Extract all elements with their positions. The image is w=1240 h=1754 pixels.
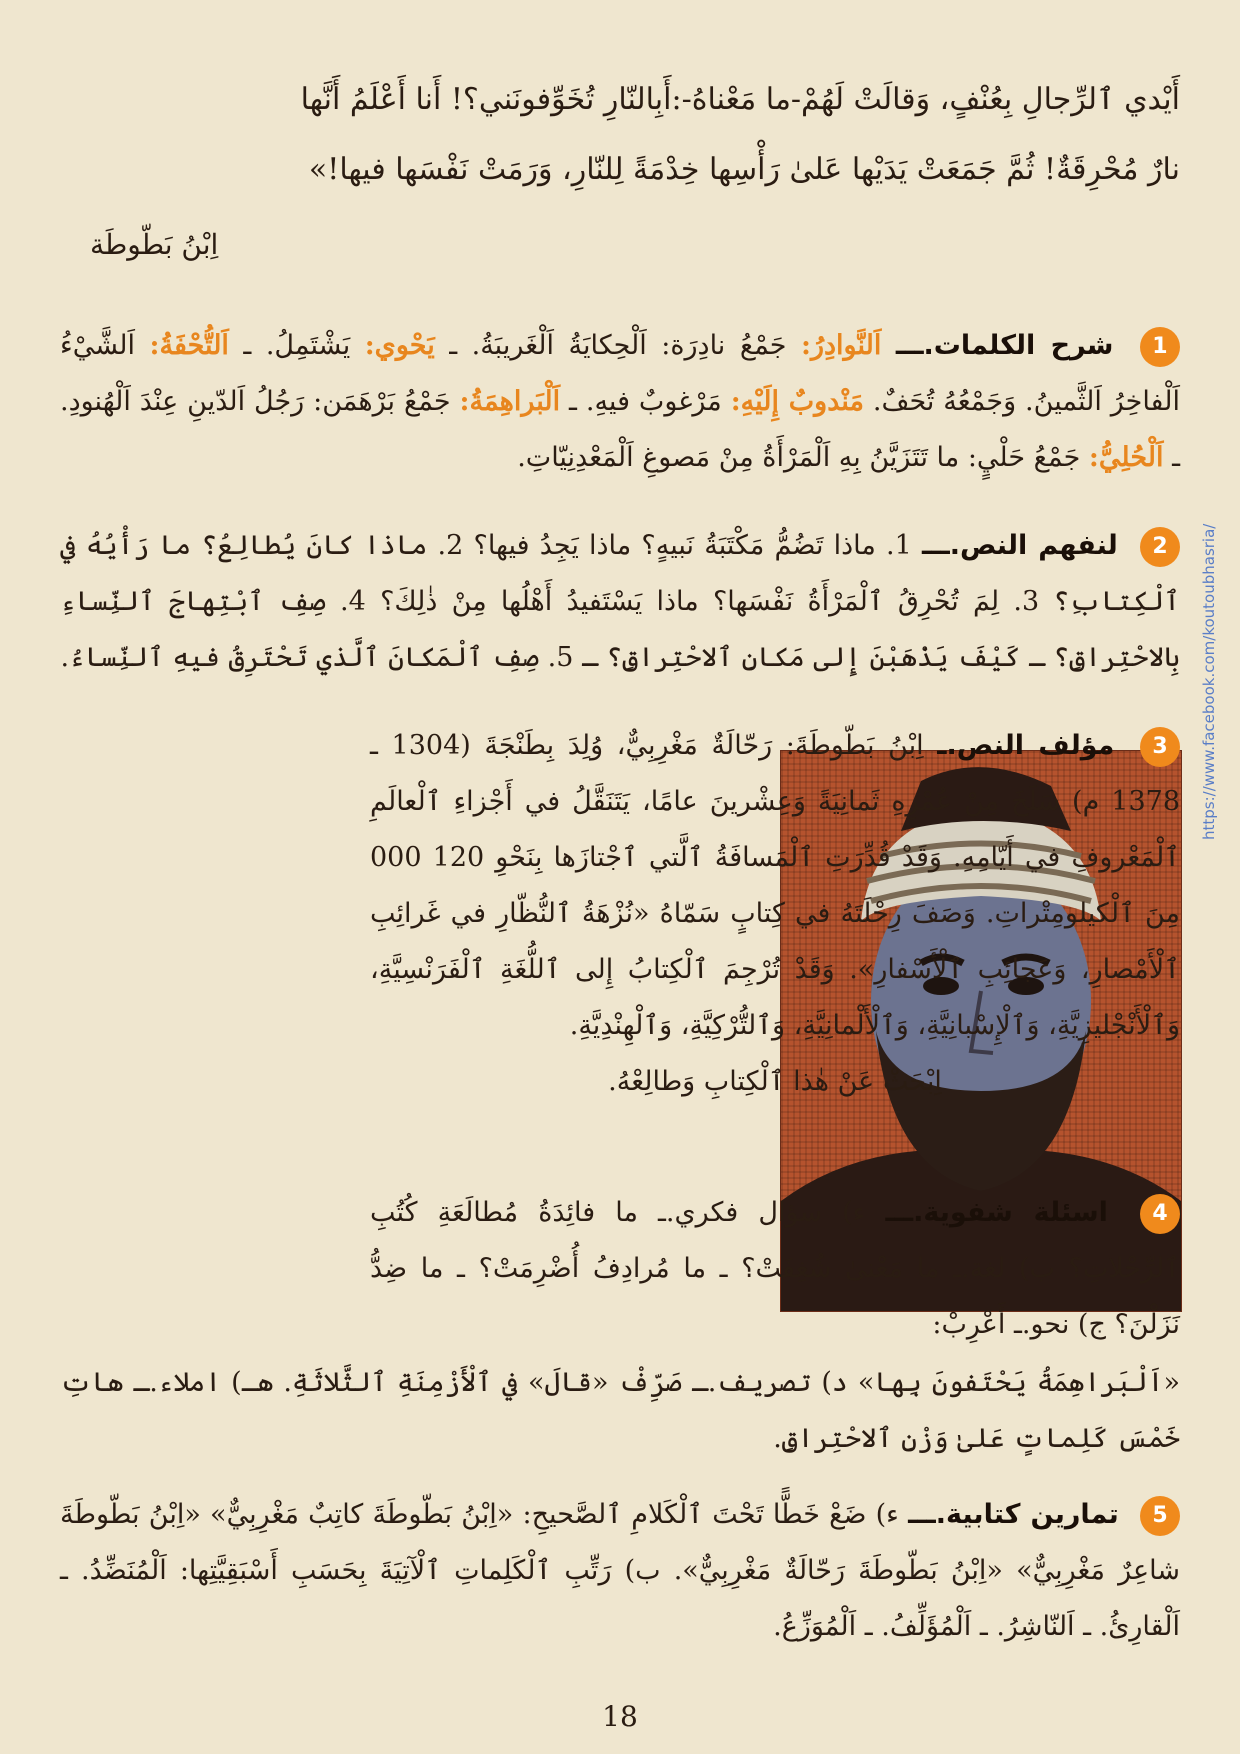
section-vocabulary	[60, 318, 1180, 486]
section-text: ء) سؤال فكري.ـ ما فائِدَةُ مُطالَعَةِ كُتُبِ ٱلرِّحْلاتِ؟ ب) لغة.ـ ما مَعْنىٰ شُغِفَتْ؟ ـ ما مُرادِفُ أُضْرِمَتْ؟ ـ ما ضِدُّ نَزَلْنَ؟ ج) نحو.ـ أَعْرِبْ:	[370, 1197, 1180, 1340]
definition: اَلشَّيْءُ اَلْفاخِرُ اَلثَّمينُ. وَجَمْعُهُ تُحَفٌ.	[60, 330, 1180, 417]
section-number-badge: 3	[1140, 727, 1180, 767]
section-heading: تمارين كتابية.ـــ	[908, 1499, 1119, 1530]
section-heading: شرح الكلمات.ـــ	[895, 330, 1114, 361]
definition: جَمْعُ بَرْهَمَن: رَجُلُ اَلدّينِ عِنْدَ اَلْهُنودِ. ـ	[60, 386, 1180, 473]
section-text: ء) ضَعْ خَطًّا تَحْتَ ٱلْكَلامِ ٱلصَّحيحِ: «اِبْنُ بَطّوطَةَ كاتِبٌ مَغْرِبِيٌّ» «اِبْنُ بَطّوطَةَ شاعِرٌ مَغْرِبِيٌّ» «اِبْنُ بَطّوطَةَ رَحّالَةٌ مَغْرِبِيٌّ». ب) رَتِّبِ ٱلْكَلِماتِ ٱلْآتِيَةَ بِحَسَبِ أَسْبَقِيَّتِها: اَلْمُنَضِّدُ. ـ اَلْقارِئُ. ـ اَلنّاشِرُ. ـ اَلْمُؤَلِّفُ. ـ اَلْمُوَزِّعُ.	[60, 1499, 1180, 1642]
term: اَلْبَراهِمَةُ:	[459, 386, 561, 417]
section-heading: لنفهم النص.ـــ	[922, 530, 1118, 561]
definition: يَشْتَمِلُ. ـ	[243, 330, 351, 361]
definition: مَرْغوبٌ فيهِ. ـ	[569, 386, 722, 417]
section-number-badge: 5	[1140, 1496, 1180, 1536]
section-author	[370, 718, 1180, 1110]
definition: جَمْعُ حَلْيٍ: ما تَتَزَيَّنُ بِهِ اَلْمَرْأَةُ مِنْ مَصوغِ اَلْمَعْدِنِيّاتِ.	[517, 442, 1081, 473]
quote-author: اِبْنُ بَطّوطَة	[90, 228, 219, 261]
section-oral-questions	[370, 1185, 1180, 1353]
section-heading: اسئلة شفوية.ـــ	[885, 1197, 1108, 1228]
section-comprehension	[60, 518, 1180, 686]
section-text: 1. ماذا تَضُمُّ مَكْتَبَةُ نَبيهٍ؟ ماذا يَجِدُ فيها؟ 2. ماذا كانَ يُطالِعُ؟ ما رَأْيُهُ في ٱلْكِتابِ؟ 3. لِمَ تُحْرِقُ ٱلْمَرْأَةُ نَفْسَها؟ ماذا يَسْتَفيدُ أَهْلُها مِنْ ذٰلِكَ؟ 4. صِفِ ٱبْتِهاجَ ٱلنِّساءِ بِالاحْتِراقِ؟ ـ كَيْفَ يَذْهَبْنَ إِلى مَكانِ ٱلاحْتِراقِ؟ ـ 5. صِفِ ٱلْمَكانَ ٱلَّذي تَحْتَرِقُ فيهِ ٱلنِّساءُ.	[60, 530, 1180, 673]
term: اَلْحُلِيُّ:	[1088, 442, 1164, 473]
source-watermark: https://www.facebook.com/koutoubhasria/	[1200, 523, 1218, 840]
intro-line-1: أَيْدي ٱلرِّجالِ بِعُنْفٍ، وَقالَتْ لَهُمْ-ما مَعْناهُ-:أَبِالنّارِ تُخَوِّفونَني؟! أَنا أَعْلَمُ أَنَّها	[300, 82, 1180, 117]
term: اَلتُّحْفَةُ:	[149, 330, 229, 361]
definition: جَمْعُ نادِرَة: اَلْحِكايَةُ اَلْغَريبَةُ. ـ	[449, 330, 787, 361]
section-number-badge: 4	[1140, 1194, 1180, 1234]
section-closing: اِبْحَثْ عَنْ هٰذا ٱلْكِتابِ وَطالِعْهُ.	[608, 1066, 942, 1097]
term: اَلنَّوادِرُ:	[801, 330, 882, 361]
intro-line-2: نارٌ مُحْرِقَةٌ! ثُمَّ جَمَعَتْ يَدَيْها عَلىٰ رَأْسِها خِدْمَةً لِلنّارِ، وَرَمَتْ نَفْسَها فيها!»	[308, 152, 1180, 187]
page-number: 18	[602, 1700, 638, 1733]
section-written-exercises	[60, 1487, 1180, 1655]
section-text: اِبْنُ بَطّوطَةَ: رَحّالَةٌ مَغْرِبِيٌّ، وُلِدَ بِطَنْجَةَ (1304 ـ 1378 م) سَلَخَ مِنْ عُمْرِهِ ثَمانِيَةً وَعِشْرينَ عامًا، يَتَنَقَّلُ في أَجْزاءِ ٱلْعالَمِ ٱلْمَعْروفِ في أَيّامِهِ. وَقَدْ قُدِّرَتِ ٱلْمَسافَةُ ٱلَّتي ٱجْتازَها بِنَحْوِ 120 000 مِنَ ٱلْكيلومِتْراتِ. وَصَفَ رِحْلَتَهُ في كِتابٍ سَمّاهُ «نُزْهَةُ ٱلنُّظّارِ في غَرائِبِ ٱلْأَمْصارِ، وَعَجائِبِ ٱلْأَسْفارِ». وَقَدْ تُرْجِمَ ٱلْكِتابُ إِلى ٱللُّغَةِ ٱلْفَرَنْسِيَّةِ، وَٱلْأَنْجْليزِيَّةِ، وَٱلْإِسْبانِيَّةِ، وَٱلْأَلْمانِيَّةِ، وَٱلتُّرْكِيَّةِ، وَٱلْهِنْدِيَّةِ.	[370, 730, 1180, 1041]
section-number-badge: 2	[1140, 527, 1180, 567]
term: يَحْوي:	[364, 330, 435, 361]
term: مَنْدوبٌ إِلَيْهِ:	[730, 386, 864, 417]
section-oral-questions-continued: «اَلْبَراهِمَةُ يَحْتَفونَ بِها» د) تصريف.ـ صَرِّفْ «قالَ» في ٱلْأَزْمِنَةِ ٱلثَّلاثَةِ. هـ) املاء.ـ هاتِ خَمْسَ كَلِماتٍ عَلىٰ وَزْنِ ٱلاحْتِراقِ.	[60, 1367, 1180, 1454]
section-number-badge: 1	[1140, 327, 1180, 367]
section-heading: مؤلف النص.ـ	[937, 730, 1115, 761]
